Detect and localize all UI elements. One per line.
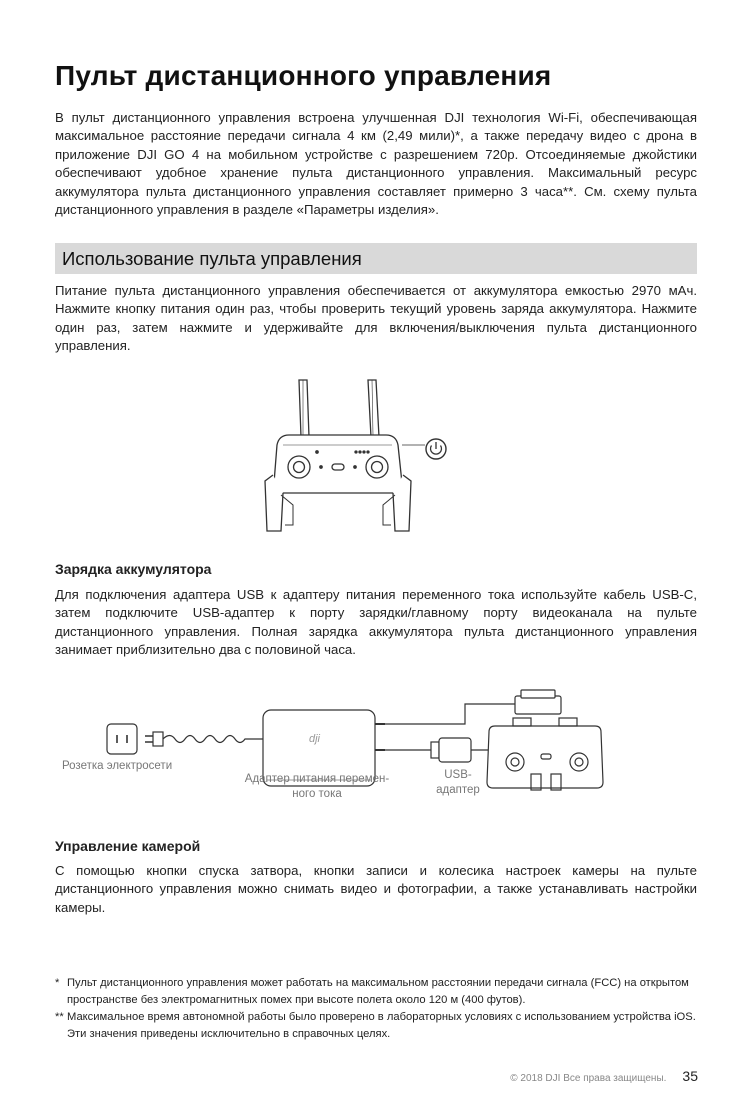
section-title-usage: Использование пульта управления: [62, 248, 362, 269]
camera-paragraph: С помощью кнопки спуска затвора, кнопки записи и колесика настроек камеры на пульте дистанционного управления можно снимать видео и фотографии, а также устанавливать настройки камеры.: [55, 863, 697, 915]
footnote-text: Максимальное время автономной работы было проверено в лабораторных условиях с использованием устройства iOS. Эти значения приведены исключительно в справочных целях.: [67, 1011, 696, 1040]
footnote: [55, 1009, 697, 1043]
dji-logo-icon: dji: [309, 733, 321, 745]
section-header-bar: [55, 243, 697, 274]
footnote-mark: *: [55, 977, 60, 989]
remote-controller-illustration: [255, 375, 455, 535]
adapter-label: Адаптер питания перемен-ного тока: [244, 773, 390, 800]
power-icon: [426, 439, 446, 459]
usb-adapter-label: USB-адаптер: [436, 769, 480, 796]
page-title: Пульт дистанционного управления: [55, 60, 552, 91]
footnote-text: Пульт дистанционного управления может работать на максимальном расстоянии передачи сигнала (FCC) на открытом пространстве без электромагнитных помех при высоте полета около 120 м (400 футов).: [67, 977, 689, 1006]
footnote-mark: **: [55, 1011, 64, 1023]
page-footer: [510, 1068, 698, 1084]
charging-title: Зарядка аккумулятора: [55, 561, 212, 577]
camera-title: Управление камерой: [55, 838, 201, 854]
charging-paragraph: Для подключения адаптера USB к адаптеру питания переменного тока используйте кабель USB-C, затем подключите USB-адаптер к порту зарядки/главному порту видеоканала на пульте дистанционного управления. Полная зарядка аккумулятора пульта дистанционного управления занимает приблизительно два с половиной часа.: [55, 587, 697, 658]
remote-controller-small-icon: [487, 718, 603, 790]
socket-label: Розетка электросети: [62, 760, 173, 772]
intro-paragraph: В пульт дистанционного управления встроена улучшенная DJI технология Wi-Fi, обеспечивающая максимальное расстояние передачи сигнала 4 км (2,49 мили)*, а также передачу видео с дрона в приложение DJI GO 4 на мобильном устройстве с разрешением 720p. Отсоединяемые джойстики обеспечивают удобное хранение пульта дистанционного управления. Максимальный ресурс аккумулятора пульта дистанционного управления составляет примерно 3 часа**. См. схему пульта дистанционного управления в разделе «Параметры изделия».: [55, 110, 697, 218]
usage-paragraph: Питание пульта дистанционного управления обеспечивается от аккумулятора емкостью 2970 мАч. Нажмите кнопку питания один раз, чтобы проверить текущий уровень заряда аккумулятора. Нажмите один раз, затем нажмите и удерживайте для включения/выключения пульта дистанционного управления.: [55, 283, 697, 354]
page-number: 35: [682, 1068, 698, 1084]
footnote: [55, 975, 697, 1009]
usb-adapter-icon: [431, 738, 471, 762]
copyright: © 2018 DJI Все права защищены.: [510, 1073, 667, 1084]
wall-socket-icon: [107, 724, 137, 754]
